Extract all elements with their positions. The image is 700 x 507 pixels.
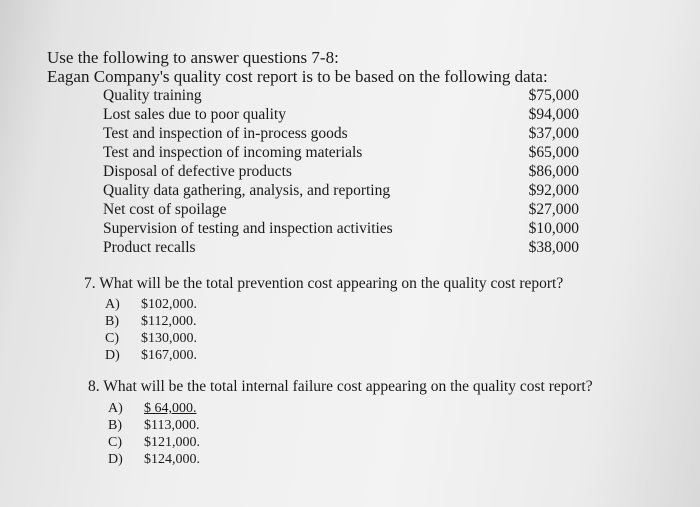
cost-item-amount: $37,000 bbox=[528, 125, 579, 142]
option-letter: B) bbox=[105, 314, 119, 329]
option-value: $167,000. bbox=[141, 348, 197, 363]
cost-item-amount: $75,000 bbox=[528, 87, 579, 104]
cost-item-amount: $10,000 bbox=[528, 220, 579, 237]
cost-item-label: Lost sales due to poor quality bbox=[103, 106, 286, 123]
cost-item-label: Test and inspection of incoming materials bbox=[103, 144, 363, 161]
option-letter: A) bbox=[108, 401, 123, 416]
cost-item-amount: $92,000 bbox=[528, 182, 579, 199]
intro-description: Eagan Company's quality cost report is to be based on the following data: bbox=[47, 67, 548, 86]
cost-item-label: Supervision of testing and inspection activities bbox=[103, 220, 393, 237]
option-letter: C) bbox=[108, 435, 122, 450]
option-value: $121,000. bbox=[144, 435, 200, 450]
cost-item-label: Net cost of spoilage bbox=[103, 201, 227, 218]
option-value: $112,000. bbox=[141, 314, 197, 329]
question-text: 8. What will be the total internal failure cost appearing on the quality cost report? bbox=[88, 378, 593, 395]
answer-option-c[interactable] bbox=[108, 435, 200, 451]
answer-option-c[interactable] bbox=[105, 331, 197, 347]
cost-item-amount: $94,000 bbox=[528, 106, 579, 123]
answer-option-a[interactable] bbox=[108, 401, 197, 417]
cost-item-row bbox=[103, 220, 579, 239]
option-letter: A) bbox=[105, 297, 120, 312]
cost-item-label: Test and inspection of in-process goods bbox=[103, 125, 348, 142]
cost-item-label: Quality training bbox=[103, 87, 202, 104]
answer-option-d[interactable] bbox=[108, 452, 200, 468]
answer-option-b[interactable] bbox=[108, 418, 199, 434]
cost-item-row bbox=[103, 182, 579, 201]
cost-item-row bbox=[103, 201, 579, 220]
cost-item-amount: $27,000 bbox=[528, 201, 579, 218]
option-letter: D) bbox=[108, 452, 123, 467]
cost-item-label: Quality data gathering, analysis, and reporting bbox=[103, 182, 391, 199]
cost-item-label: Product recalls bbox=[103, 239, 196, 256]
option-value: $124,000. bbox=[144, 452, 200, 467]
cost-item-row bbox=[103, 106, 579, 125]
question-text: 7. What will be the total prevention cost appearing on the quality cost report? bbox=[84, 275, 564, 292]
cost-item-row bbox=[103, 163, 579, 182]
answer-option-d[interactable] bbox=[105, 348, 197, 364]
option-letter: B) bbox=[108, 418, 122, 433]
option-value: $130,000. bbox=[141, 331, 197, 346]
cost-item-row bbox=[103, 239, 579, 258]
cost-item-amount: $65,000 bbox=[528, 144, 579, 161]
option-value: $113,000. bbox=[144, 418, 200, 433]
intro-instruction: Use the following to answer questions 7-8: bbox=[47, 48, 339, 67]
option-letter: D) bbox=[105, 348, 120, 363]
option-value: $ 64,000. bbox=[144, 401, 197, 416]
cost-item-amount: $38,000 bbox=[528, 239, 579, 256]
answer-option-a[interactable] bbox=[105, 297, 197, 313]
option-value: $102,000. bbox=[141, 297, 197, 312]
cost-item-row bbox=[103, 144, 579, 163]
cost-item-row bbox=[103, 125, 579, 144]
option-letter: C) bbox=[105, 331, 119, 346]
cost-item-amount: $86,000 bbox=[528, 163, 579, 180]
cost-item-row bbox=[103, 87, 579, 106]
answer-option-b[interactable] bbox=[105, 314, 196, 330]
cost-item-label: Disposal of defective products bbox=[103, 163, 292, 180]
